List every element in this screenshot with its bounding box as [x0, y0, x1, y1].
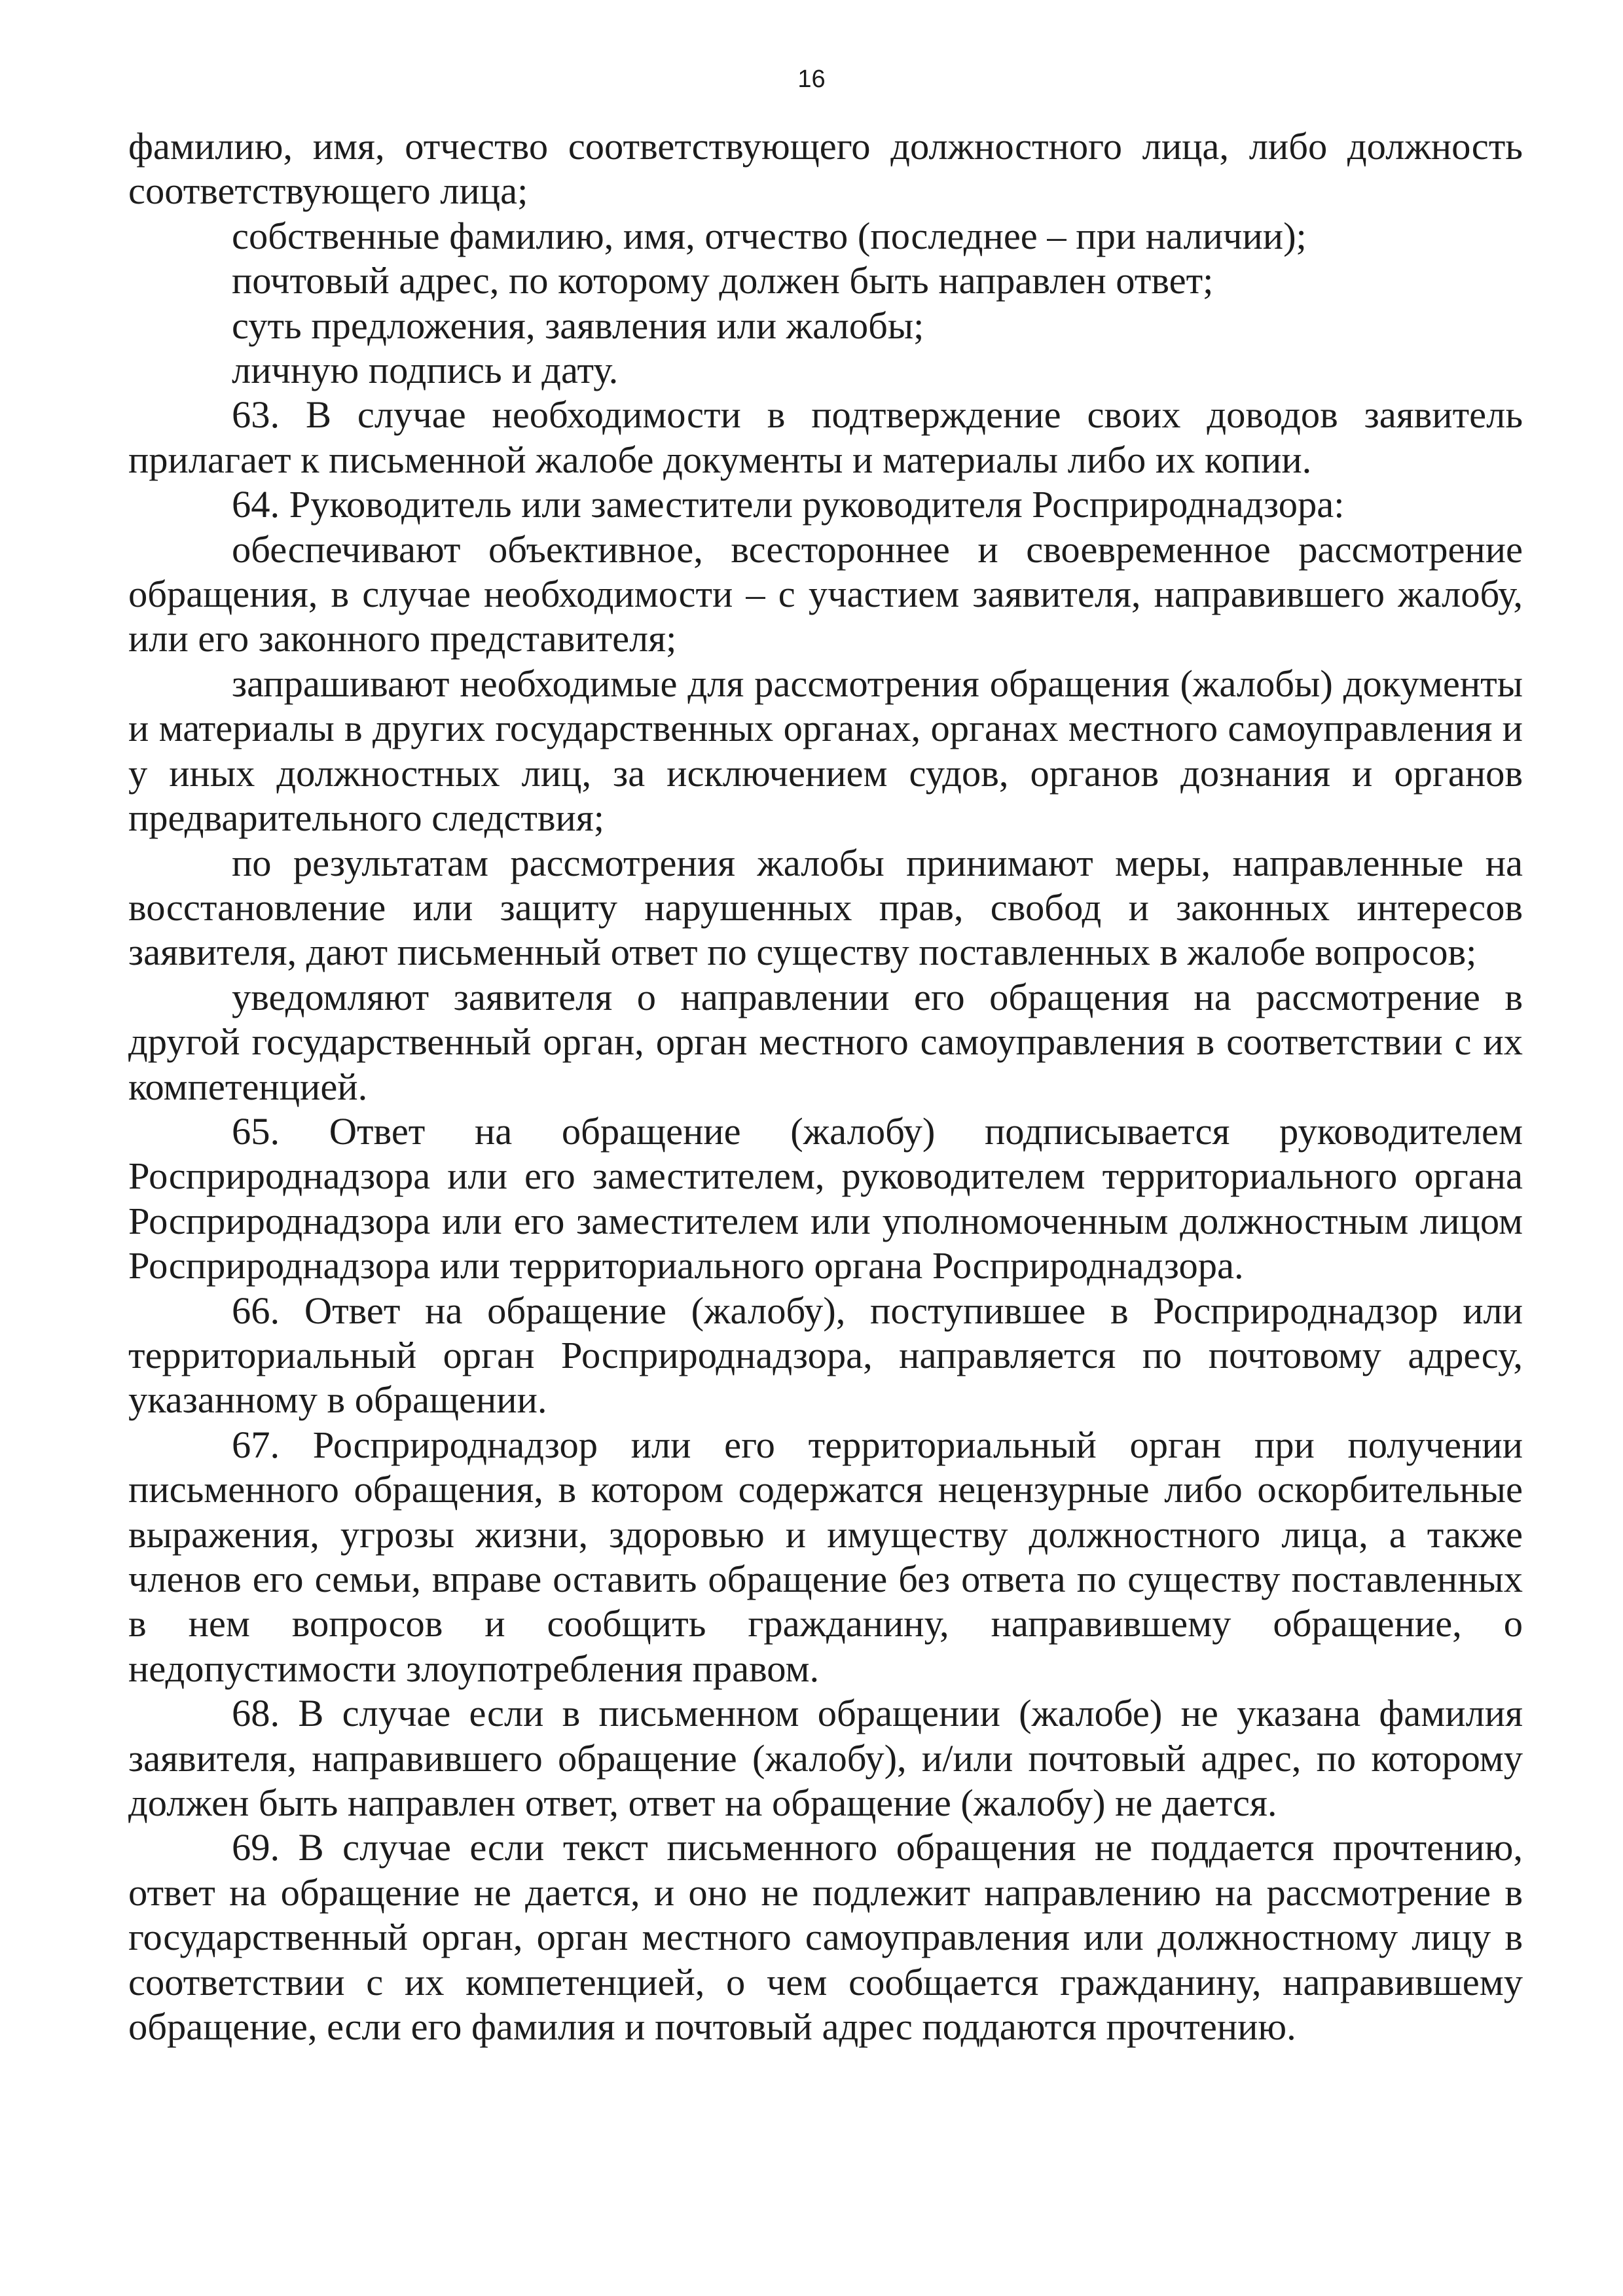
paragraph-64-item: по результатам рассмотрения жалобы принимают меры, направленные на восстановление или защиту нарушенных прав, свобод и законных интересов заявителя, дают письменный ответ по существу поставленных в жалобе вопросов;: [128, 841, 1523, 974]
paragraph-67: 67. Росприроднадзор или его территориальный орган при получении письменного обращения, в котором содержатся нецензурные либо оскорбительные выражения, угрозы жизни, здоровью и имуществу должностного лица, а также членов его семьи, вправе оставить обращение без ответа по существу поставленных в нем вопросов и сообщить гражданину, направившему обращение, о недопустимости злоупотребления правом.: [128, 1423, 1523, 1690]
paragraph-68: 68. В случае если в письменном обращении (жалобе) не указана фамилия заявителя, направившего обращение (жалобу), и/или почтовый адрес, по которому должен быть направлен ответ, ответ на обращение (жалобу) не дается.: [128, 1692, 1523, 1825]
paragraph-64: 64. Руководитель или заместители руководителя Росприроднадзора:: [232, 483, 1345, 526]
paragraph-continuation: фамилию, имя, отчество соответствующего должностного лица, либо должность соответствующего лица;: [128, 125, 1523, 213]
paragraph-64-item: обеспечивают объективное, всестороннее и своевременное рассмотрение обращения, в случае необходимости – с участием заявителя, направившего жалобу, или его законного представителя;: [128, 528, 1523, 660]
paragraph-63: 63. В случае необходимости в подтверждение своих доводов заявитель прилагает к письменной жалобе документы и материалы либо их копии.: [128, 393, 1523, 481]
page-number: 16: [797, 65, 826, 93]
document-body: [128, 124, 1523, 2049]
paragraph-65: 65. Ответ на обращение (жалобу) подписывается руководителем Росприроднадзора или его заместителем, руководителем территориального органа Росприроднадзора или его заместителем или уполномоченным должностным лицом Росприроднадзора или территориального органа Росприроднадзора.: [128, 1109, 1523, 1287]
paragraph-list-item: почтовый адрес, по которому должен быть направлен ответ;: [232, 259, 1214, 302]
paragraph-66: 66. Ответ на обращение (жалобу), поступившее в Росприроднадзор или территориальный орган Росприроднадзора, направляется по почтовому адресу, указанному в обращении.: [128, 1289, 1523, 1422]
paragraph-list-item: собственные фамилию, имя, отчество (последнее – при наличии);: [232, 214, 1307, 257]
paragraph-64-item: уведомляют заявителя о направлении его обращения на рассмотрение в другой государственный орган, орган местного самоуправления в соответствии с их компетенцией.: [128, 975, 1523, 1108]
paragraph-64-item: запрашивают необходимые для рассмотрения обращения (жалобы) документы и материалы в других государственных органах, органах местного самоуправления и у иных должностных лиц, за исключением судов, органов дознания и органов предварительного следствия;: [128, 662, 1523, 840]
paragraph-69: 69. В случае если текст письменного обращения не поддается прочтению, ответ на обращение не дается, и оно не подлежит направлению на рассмотрение в государственный орган, орган местного самоуправления или должностному лицу в соответствии с их компетенцией, о чем сообщается гражданину, направившему обращение, если его фамилия и почтовый адрес поддаются прочтению.: [128, 1826, 1523, 2049]
paragraph-list-item: суть предложения, заявления или жалобы;: [232, 304, 924, 347]
paragraph-list-item: личную подпись и дату.: [232, 349, 619, 392]
